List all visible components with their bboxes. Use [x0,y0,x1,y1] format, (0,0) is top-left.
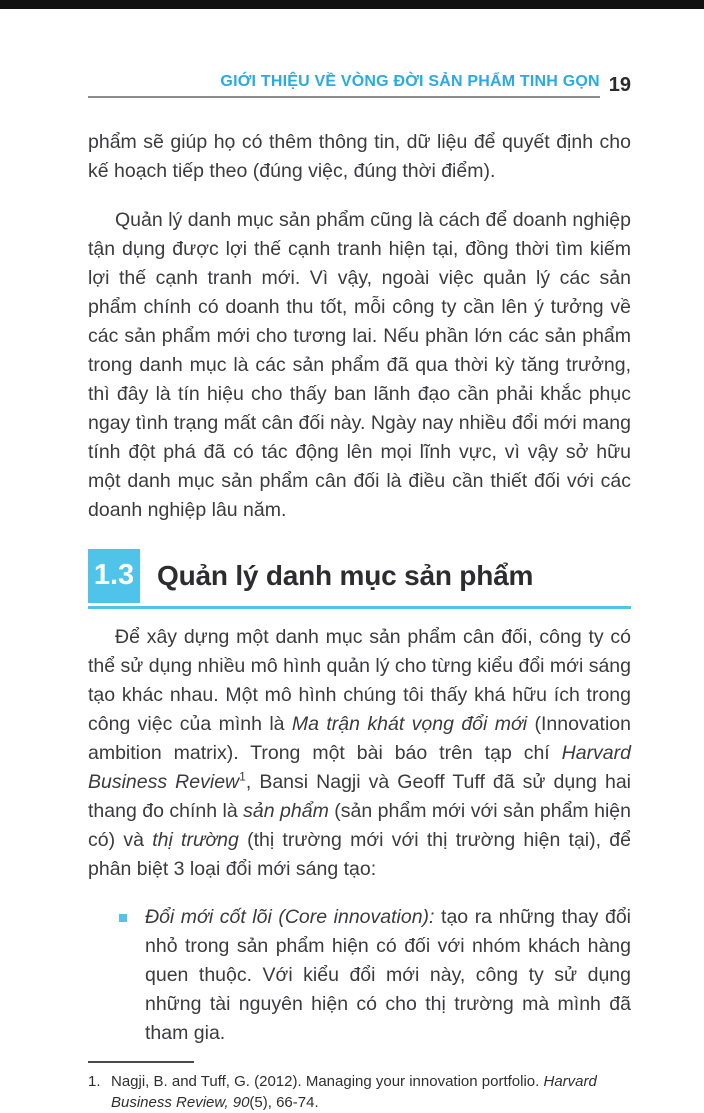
paragraph-innovation-ambition: Để xây dựng một danh mục sản phẩm cân đối, công ty có thể sử dụng nhiều mô hình quản lý cho từng kiểu đổi mới sáng tạo khác nhau. Một mô hình chúng tôi thấy khá hữu ích trong công việc của mình là Ma trận khát vọng đổi mới (Innovation ambition matrix). Trong một bài báo trên tạp chí Harvard Business Review$^1$, Bansi Nagji và Geoff Tuff đã sử dụng hai thang đo chính là sản phẩm (sản phẩm mới với sản phẩm hiện có) và thị trường (thị trường mới với thị trường hiện tại), để phân biệt 3 loại đổi mới sáng tạo: [88,625,631,880]
footnote-separator [88,1061,194,1063]
scan-top-border [0,0,704,9]
paragraph-continued: phẩm sẽ giúp họ có thêm thông tin, dữ liệu để quyết định cho kế hoạch tiếp theo (đúng việc, đúng thời điểm). [88,131,631,182]
running-head-rule [88,73,600,98]
paragraph-portfolio-management: Quản lý danh mục sản phẩm cũng là cách để doanh nghiệp tận dụng được lợi thế cạnh tranh hiện tại, đồng thời tìm kiếm lợi thế cạnh tranh mới. Vì vậy, ngoài việc quản lý các sản phẩm chính có doanh thu tốt, mỗi công ty cần lên ý tưởng về các sản phẩm mới cho tương lai. Nếu phần lớn các sản phẩm trong danh mục là các sản phẩm đã qua thời kỳ tăng trưởng, thì đây là tín hiệu cho thấy ban lãnh đạo cần phải khắc phục ngay tình trạng mất cân đối này. Ngày nay nhiều đổi mới mang tính đột phá đã có tác động lên mọi lĩnh vực, vì vậy sở hữu một danh mục sản phẩm cân đối là điều cần thiết đối với các doanh nghiệp lâu năm. [88,208,631,521]
section-number-badge: 1.3 [88,549,140,603]
bullet-item-core-innovation [88,903,631,1048]
footnote [88,1071,631,1113]
bullet-text: Đổi mới cốt lõi (Core innovation): tạo ra những thay đổi nhỏ trong sản phẩm hiện có đối với nhóm khách hàng quen thuộc. Với kiểu đổi mới này, công ty sử dụng những tài nguyên hiện có cho thị trường mà mình đã tham gia. [145,906,631,1044]
footnote-number: 1. [88,1073,101,1090]
section-heading-row [88,549,631,603]
page-number: 19 [608,74,631,96]
footnote-text: Nagji, B. and Tuff, G. (2012). Managing your innovation portfolio. Harvard Business Review, 90(5), 66-74. [111,1073,597,1111]
running-head-title: GIỚI THIỆU VỀ VÒNG ĐỜI SẢN PHẨM TINH GỌN [220,73,600,90]
section-heading [88,549,631,609]
section-rule [88,606,631,609]
running-head [88,73,631,98]
bullet-square-icon [119,914,127,922]
section-title: Quản lý danh mục sản phẩm [157,559,534,591]
page-content [88,9,631,1113]
